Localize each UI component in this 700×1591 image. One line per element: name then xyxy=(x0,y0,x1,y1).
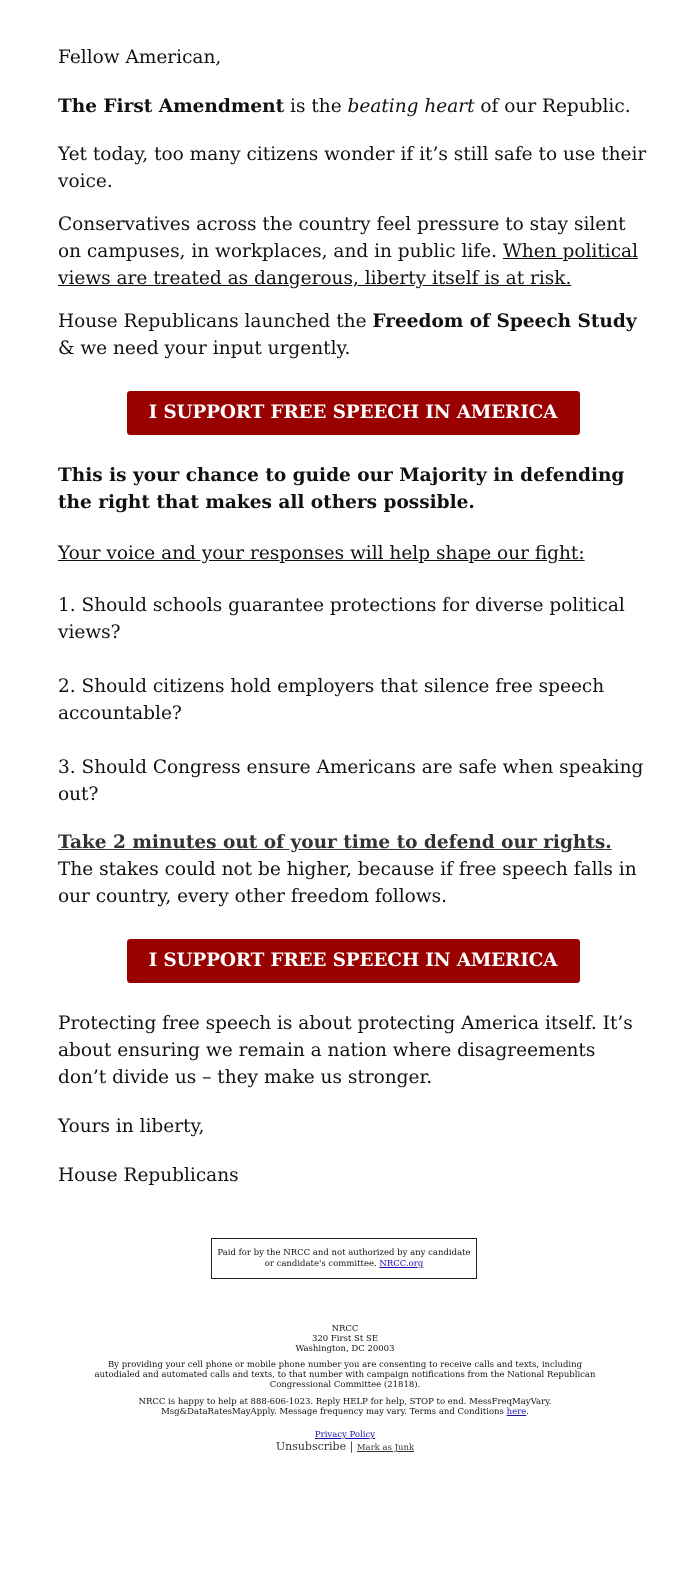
p4-end: & we need your input urgently. xyxy=(58,338,351,359)
help-text: NRCC is happy to help at 888-606-1023. Reply HELP for help, STOP to end. MessFreqMayVary. Msg&DataRatesMayApply. Message frequency may vary. Terms and Conditions xyxy=(138,1397,552,1417)
terms-here-link[interactable]: here xyxy=(506,1407,527,1417)
disclaimer-text: Paid for by the NRCC and not authorized by any candidate or candidate's committee. xyxy=(217,1248,471,1269)
unsubscribe-row xyxy=(90,1440,600,1455)
paragraph-protecting-america: Protecting free speech is about protecting America itself. It’s about ensuring we remain a nation where disagreements don’t divide us – they make us stronger. xyxy=(58,1013,633,1088)
sms-help-text xyxy=(90,1397,600,1417)
p1-text: is the xyxy=(284,96,348,117)
privacy-row xyxy=(90,1430,600,1440)
email-body xyxy=(58,44,648,1189)
study-name-bold: Freedom of Speech Study xyxy=(372,311,637,332)
separator: | xyxy=(349,1440,354,1453)
beating-heart-italic: beating heart xyxy=(347,96,475,117)
stakes-text: The stakes could not be higher, because if free speech falls in our country, every other freedom follows. xyxy=(58,859,637,907)
greeting: Fellow American, xyxy=(58,47,222,68)
sms-consent-text: By providing your cell phone or mobile phone number you are consenting to receive calls and texts, including autodialed and automated calls and texts, to that number with campaign notifications from the National Republican Congressional Committee (21818). xyxy=(94,1360,596,1390)
take-2-minutes-lead: Take 2 minutes out of your time to defend our rights. xyxy=(58,832,612,853)
privacy-policy-link[interactable]: Privacy Policy xyxy=(314,1430,376,1440)
nrcc-link[interactable]: NRCC.org xyxy=(379,1259,424,1269)
mailing-address xyxy=(90,1324,600,1354)
paragraph-take-2-minutes xyxy=(58,829,648,910)
p3-text: Conservatives across the country feel pressure to stay silent on campuses, in workplaces, and in public life. xyxy=(58,214,626,262)
cta-wrapper-2 xyxy=(58,939,648,983)
paragraph-conservatives xyxy=(58,211,648,292)
footer-org: NRCC xyxy=(331,1324,359,1334)
unsubscribe-link[interactable]: Unsubscribe xyxy=(275,1440,347,1453)
shape-our-fight-line: Your voice and your responses will help shape our fight: xyxy=(58,543,585,564)
footer-city: Washington, DC 20003 xyxy=(295,1344,395,1354)
help-end: . xyxy=(526,1407,529,1417)
p1-end: of our Republic. xyxy=(474,96,631,117)
paid-for-disclaimer xyxy=(211,1238,477,1279)
paragraph-study xyxy=(58,308,648,362)
question-3: 3. Should Congress ensure Americans are safe when speaking out? xyxy=(58,757,644,805)
first-amendment-bold: The First Amendment xyxy=(58,96,285,117)
liberty-at-risk-underline: When political views are treated as dangerous, liberty itself is at risk. xyxy=(58,241,639,289)
cta-wrapper-1 xyxy=(58,391,648,435)
mark-as-junk-link[interactable]: Mark as Junk xyxy=(356,1443,415,1453)
footer-street: 320 First St SE xyxy=(311,1334,379,1344)
support-free-speech-button[interactable]: I SUPPORT FREE SPEECH IN AMERICA xyxy=(127,391,580,435)
p4-start: House Republicans launched the xyxy=(58,311,373,332)
question-2: 2. Should citizens hold employers that silence free speech accountable? xyxy=(58,676,605,724)
paragraph-safe-voice: Yet today, too many citizens wonder if it’s still safe to use their voice. xyxy=(58,144,647,192)
support-free-speech-button[interactable]: I SUPPORT FREE SPEECH IN AMERICA xyxy=(127,939,580,983)
email-footer xyxy=(90,1324,600,1455)
question-1: 1. Should schools guarantee protections for diverse political views? xyxy=(58,595,625,643)
paragraph-first-amendment xyxy=(58,93,648,120)
signature: House Republicans xyxy=(58,1165,239,1186)
bold-paragraph-majority: This is your chance to guide our Majority in defending the right that makes all others possible. xyxy=(58,465,625,513)
closing-salutation: Yours in liberty, xyxy=(58,1116,205,1137)
